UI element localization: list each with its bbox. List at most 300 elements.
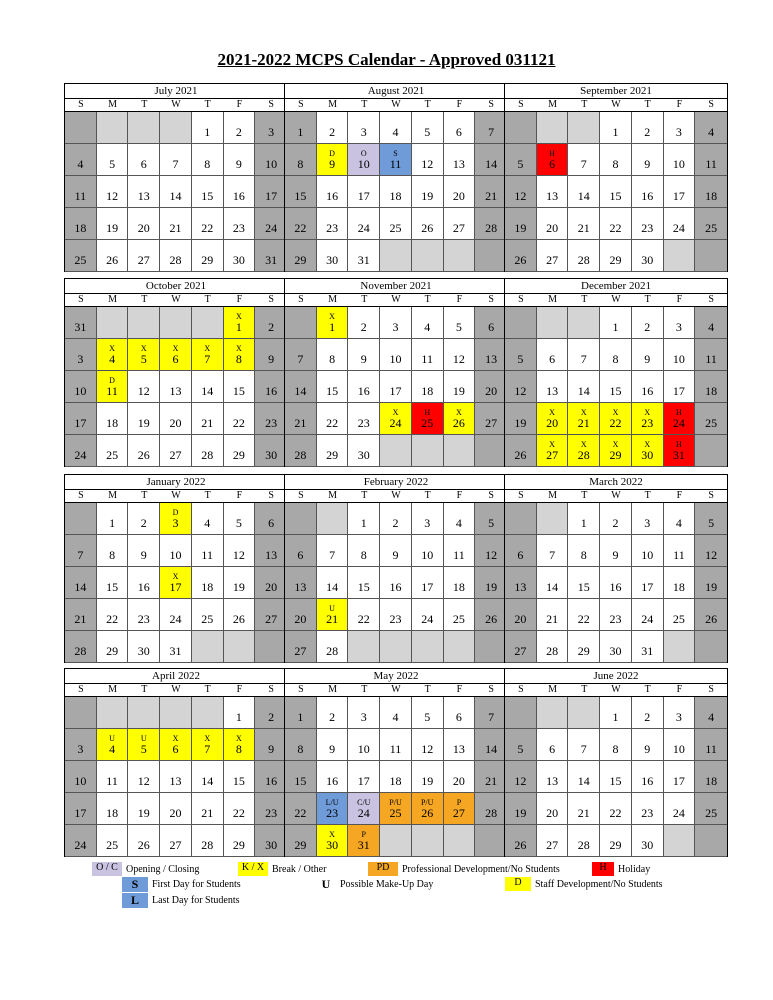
day-code: S	[393, 149, 398, 158]
weekday-header	[65, 490, 287, 503]
day-code: X	[644, 440, 651, 449]
day-cell	[537, 339, 569, 371]
day-cell	[348, 208, 380, 240]
day-number: 14	[169, 189, 182, 203]
day-cell	[568, 599, 600, 631]
empty-cell	[65, 697, 97, 729]
weekday-label: T	[581, 99, 588, 110]
day-number: 17	[672, 384, 685, 398]
day-cell	[475, 307, 507, 339]
day-number: 30	[137, 644, 150, 658]
empty-cell	[695, 631, 727, 663]
day-number: 1	[235, 710, 242, 724]
day-number: 10	[74, 774, 87, 788]
empty-cell	[128, 112, 160, 144]
day-cell	[444, 371, 476, 403]
day-cell	[537, 435, 569, 467]
day-number: 24	[672, 416, 685, 430]
day-number: 6	[517, 548, 524, 562]
day-number: 26	[232, 612, 245, 626]
day-cell	[568, 208, 600, 240]
day-cell	[348, 403, 380, 435]
weekday-label: S	[488, 684, 494, 695]
day-cell	[505, 435, 537, 467]
day-number: 1	[329, 320, 336, 334]
day-number: 29	[232, 448, 245, 462]
day-number: 6	[455, 125, 462, 139]
day-number: 21	[577, 221, 590, 235]
weekday-label: S	[708, 294, 714, 305]
day-cell	[348, 144, 380, 176]
day-number: 4	[109, 742, 116, 756]
day-number: 24	[169, 612, 182, 626]
day-number: 13	[169, 384, 182, 398]
day-number: 1	[235, 320, 242, 334]
weekday-label: F	[456, 490, 463, 501]
day-number: 16	[357, 384, 370, 398]
day-cell	[192, 339, 224, 371]
day-number: 15	[326, 384, 339, 398]
day-cell	[255, 697, 287, 729]
legend-label-holiday: Holiday	[618, 863, 651, 875]
month-january-2022	[64, 474, 288, 663]
day-number: 19	[232, 580, 245, 594]
day-cell	[160, 631, 192, 663]
weekday-label: T	[424, 684, 431, 695]
day-number: 25	[421, 416, 434, 430]
day-cell	[444, 729, 476, 761]
day-number: 13	[452, 157, 465, 171]
day-code: D	[172, 508, 179, 517]
day-number: 2	[644, 710, 651, 724]
legend-staff-development	[505, 877, 663, 891]
day-cell	[317, 339, 349, 371]
day-number: 30	[265, 838, 278, 852]
day-cell	[97, 403, 129, 435]
day-cell	[128, 567, 160, 599]
day-grid	[285, 503, 507, 663]
day-number: 7	[329, 548, 336, 562]
day-code: X	[580, 440, 587, 449]
day-cell	[475, 144, 507, 176]
day-cell	[695, 761, 727, 793]
day-cell	[255, 208, 287, 240]
day-cell	[632, 307, 664, 339]
empty-cell	[444, 435, 476, 467]
day-cell	[128, 825, 160, 857]
day-code: X	[612, 408, 619, 417]
day-number: 7	[580, 352, 587, 366]
day-cell	[348, 371, 380, 403]
day-cell	[97, 535, 129, 567]
day-cell	[600, 503, 632, 535]
day-cell	[568, 240, 600, 272]
day-cell	[255, 176, 287, 208]
day-cell	[632, 535, 664, 567]
day-cell	[444, 307, 476, 339]
day-cell	[285, 435, 317, 467]
day-cell	[160, 144, 192, 176]
day-cell	[412, 144, 444, 176]
day-number: 12	[106, 189, 119, 203]
day-number: 16	[641, 774, 654, 788]
month-september-2021	[504, 83, 728, 272]
empty-cell	[695, 435, 727, 467]
day-cell	[317, 435, 349, 467]
day-number: 8	[360, 548, 367, 562]
day-cell	[224, 435, 256, 467]
day-number: 13	[137, 189, 150, 203]
weekday-label: S	[298, 684, 304, 695]
day-code: X	[236, 312, 242, 321]
day-cell	[65, 144, 97, 176]
day-code: X	[236, 734, 242, 743]
day-cell	[224, 567, 256, 599]
day-cell	[695, 208, 727, 240]
day-code: X	[172, 572, 179, 581]
day-cell	[664, 144, 696, 176]
day-cell	[664, 729, 696, 761]
empty-cell	[412, 435, 444, 467]
day-cell	[632, 761, 664, 793]
day-number: 22	[577, 612, 590, 626]
day-number: 29	[294, 253, 307, 267]
day-number: 19	[705, 580, 718, 594]
day-cell	[160, 793, 192, 825]
day-number: 11	[705, 742, 717, 756]
month-july-2021	[64, 83, 288, 272]
day-cell	[475, 793, 507, 825]
month-name: January 2022	[65, 475, 287, 490]
day-cell	[568, 631, 600, 663]
day-number: 17	[74, 416, 87, 430]
weekday-label: S	[298, 490, 304, 501]
weekday-label: W	[171, 684, 181, 695]
day-number: 11	[453, 548, 465, 562]
empty-cell	[695, 240, 727, 272]
day-cell	[285, 240, 317, 272]
day-number: 4	[77, 157, 84, 171]
day-cell	[444, 208, 476, 240]
weekday-label: T	[361, 294, 368, 305]
day-cell	[380, 371, 412, 403]
day-number: 27	[452, 806, 465, 820]
day-cell	[65, 371, 97, 403]
day-number: 7	[488, 125, 495, 139]
day-cell	[285, 729, 317, 761]
day-cell	[348, 697, 380, 729]
day-number: 24	[357, 221, 370, 235]
day-number: 31	[265, 253, 278, 267]
weekday-label: F	[676, 490, 683, 501]
day-cell	[224, 144, 256, 176]
day-number: 18	[705, 774, 718, 788]
month-name: June 2022	[505, 669, 727, 684]
day-cell	[664, 535, 696, 567]
day-cell	[695, 599, 727, 631]
day-cell	[128, 599, 160, 631]
day-cell	[255, 112, 287, 144]
day-cell	[65, 240, 97, 272]
weekday-label: W	[391, 684, 401, 695]
day-cell	[380, 729, 412, 761]
day-number: 28	[294, 448, 307, 462]
day-number: 28	[577, 838, 590, 852]
day-cell	[317, 567, 349, 599]
day-number: 12	[705, 548, 718, 562]
weekday-label: T	[204, 99, 211, 110]
legend-first-day	[122, 877, 241, 892]
day-number: 17	[265, 189, 278, 203]
day-number: 21	[577, 416, 590, 430]
day-number: 11	[74, 189, 87, 203]
day-cell	[65, 307, 97, 339]
day-cell	[475, 697, 507, 729]
day-cell	[664, 697, 696, 729]
month-december-2021	[504, 278, 728, 467]
day-number: 16	[641, 384, 654, 398]
day-cell	[632, 176, 664, 208]
day-number: 18	[106, 416, 119, 430]
legend-key-opening-closing: O / C	[92, 862, 122, 876]
month-name: May 2022	[285, 669, 507, 684]
day-number: 30	[326, 253, 339, 267]
day-cell	[600, 240, 632, 272]
day-number: 26	[514, 448, 527, 462]
day-cell	[475, 371, 507, 403]
day-number: 27	[169, 448, 182, 462]
day-cell	[695, 535, 727, 567]
weekday-label: S	[78, 99, 84, 110]
day-number: 29	[609, 838, 622, 852]
weekday-label: S	[708, 99, 714, 110]
day-cell	[224, 535, 256, 567]
month-name: February 2022	[285, 475, 507, 490]
day-cell	[65, 535, 97, 567]
day-number: 2	[268, 710, 275, 724]
day-number: 10	[672, 352, 685, 366]
empty-cell	[444, 240, 476, 272]
day-cell	[97, 176, 129, 208]
day-cell	[348, 307, 380, 339]
day-number: 14	[485, 742, 498, 756]
day-cell	[65, 567, 97, 599]
day-cell	[568, 761, 600, 793]
day-cell	[632, 825, 664, 857]
day-number: 2	[392, 516, 399, 530]
weekday-label: F	[456, 294, 463, 305]
day-number: 13	[546, 189, 559, 203]
day-cell	[475, 208, 507, 240]
day-number: 28	[485, 221, 498, 235]
legend-key-holiday: H	[592, 862, 614, 876]
day-number: 19	[485, 580, 498, 594]
day-number: 12	[485, 548, 498, 562]
day-cell	[192, 176, 224, 208]
day-number: 29	[106, 644, 119, 658]
weekday-header	[505, 99, 727, 112]
day-grid	[505, 307, 727, 467]
day-cell	[192, 761, 224, 793]
day-number: 1	[612, 320, 619, 334]
day-number: 20	[485, 384, 498, 398]
day-number: 24	[74, 838, 87, 852]
day-cell	[475, 176, 507, 208]
day-number: 7	[297, 352, 304, 366]
legend-label-first-day: First Day for Students	[152, 879, 241, 890]
day-number: 3	[172, 516, 179, 530]
empty-cell	[475, 825, 507, 857]
day-grid	[285, 112, 507, 272]
day-cell	[412, 793, 444, 825]
empty-cell	[97, 112, 129, 144]
day-number: 18	[389, 189, 402, 203]
day-number: 8	[235, 742, 242, 756]
weekday-label: T	[424, 99, 431, 110]
day-number: 11	[705, 157, 717, 171]
day-cell	[255, 599, 287, 631]
weekday-label: T	[141, 99, 148, 110]
day-number: 12	[514, 189, 527, 203]
day-number: 3	[644, 516, 651, 530]
day-number: 17	[169, 580, 182, 594]
weekday-label: F	[236, 294, 243, 305]
day-number: 10	[74, 384, 87, 398]
weekday-label: W	[171, 294, 181, 305]
day-cell	[505, 535, 537, 567]
day-number: 7	[580, 742, 587, 756]
empty-cell	[192, 307, 224, 339]
day-cell	[600, 144, 632, 176]
day-code: X	[392, 408, 399, 417]
legend-label-last-day: Last Day for Students	[152, 895, 240, 906]
weekday-header	[505, 294, 727, 307]
weekday-label: M	[548, 294, 558, 305]
weekday-label: T	[361, 684, 368, 695]
day-cell	[128, 208, 160, 240]
day-number: 27	[514, 644, 527, 658]
day-number: 25	[389, 806, 402, 820]
weekday-label: W	[611, 99, 621, 110]
day-code: X	[204, 734, 211, 743]
weekday-label: T	[424, 294, 431, 305]
month-name: March 2022	[505, 475, 727, 490]
empty-cell	[160, 697, 192, 729]
day-number: 26	[106, 253, 119, 267]
day-number: 5	[708, 516, 715, 530]
day-cell	[128, 371, 160, 403]
day-number: 12	[137, 384, 150, 398]
day-number: 8	[612, 352, 619, 366]
day-number: 6	[140, 157, 147, 171]
day-cell	[255, 403, 287, 435]
weekday-label: M	[108, 490, 118, 501]
day-cell	[285, 697, 317, 729]
weekday-header	[285, 294, 507, 307]
day-cell	[695, 176, 727, 208]
day-number: 26	[421, 806, 434, 820]
day-number: 17	[357, 189, 370, 203]
day-number: 5	[424, 125, 431, 139]
empty-cell	[380, 631, 412, 663]
weekday-label: W	[171, 490, 181, 501]
day-number: 31	[672, 448, 685, 462]
day-number: 10	[265, 157, 278, 171]
empty-cell	[505, 697, 537, 729]
empty-cell	[505, 503, 537, 535]
day-cell	[412, 599, 444, 631]
day-cell	[97, 793, 129, 825]
legend-label-staff-development: Staff Development/No Students	[535, 878, 663, 890]
day-cell	[695, 567, 727, 599]
day-cell	[224, 793, 256, 825]
day-number: 29	[609, 253, 622, 267]
day-cell	[348, 535, 380, 567]
day-code: X	[204, 344, 211, 353]
day-cell	[255, 339, 287, 371]
day-cell	[600, 631, 632, 663]
day-cell	[160, 599, 192, 631]
empty-cell	[664, 240, 696, 272]
day-cell	[568, 176, 600, 208]
empty-cell	[255, 631, 287, 663]
day-number: 30	[641, 253, 654, 267]
day-cell	[160, 761, 192, 793]
day-number: 24	[641, 612, 654, 626]
day-number: 30	[265, 448, 278, 462]
day-number: 6	[488, 320, 495, 334]
day-cell	[348, 599, 380, 631]
day-grid	[505, 503, 727, 663]
legend-key-last-day: L	[122, 893, 148, 908]
day-number: 28	[326, 644, 339, 658]
empty-cell	[97, 307, 129, 339]
day-cell	[568, 825, 600, 857]
empty-cell	[664, 631, 696, 663]
day-number: 7	[488, 710, 495, 724]
weekday-label: T	[644, 684, 651, 695]
day-number: 29	[326, 448, 339, 462]
day-number: 10	[357, 742, 370, 756]
day-cell	[568, 371, 600, 403]
day-cell	[317, 535, 349, 567]
day-number: 4	[708, 320, 715, 334]
day-number: 24	[672, 806, 685, 820]
day-number: 23	[389, 612, 402, 626]
empty-cell	[412, 240, 444, 272]
page-title: 2021-2022 MCPS Calendar - Approved 031121	[217, 50, 556, 69]
weekday-label: F	[676, 294, 683, 305]
day-code: P/U	[420, 798, 434, 807]
day-cell	[664, 761, 696, 793]
day-number: 20	[137, 221, 150, 235]
day-cell	[632, 599, 664, 631]
day-number: 3	[77, 352, 84, 366]
day-number: 17	[641, 580, 654, 594]
day-cell	[317, 176, 349, 208]
day-number: 1	[612, 125, 619, 139]
day-cell	[664, 567, 696, 599]
weekday-label: M	[548, 490, 558, 501]
day-number: 22	[326, 416, 339, 430]
day-number: 21	[577, 806, 590, 820]
day-number: 8	[297, 742, 304, 756]
day-cell	[192, 825, 224, 857]
day-number: 13	[452, 742, 465, 756]
day-cell	[568, 403, 600, 435]
day-cell	[380, 307, 412, 339]
day-cell	[285, 371, 317, 403]
